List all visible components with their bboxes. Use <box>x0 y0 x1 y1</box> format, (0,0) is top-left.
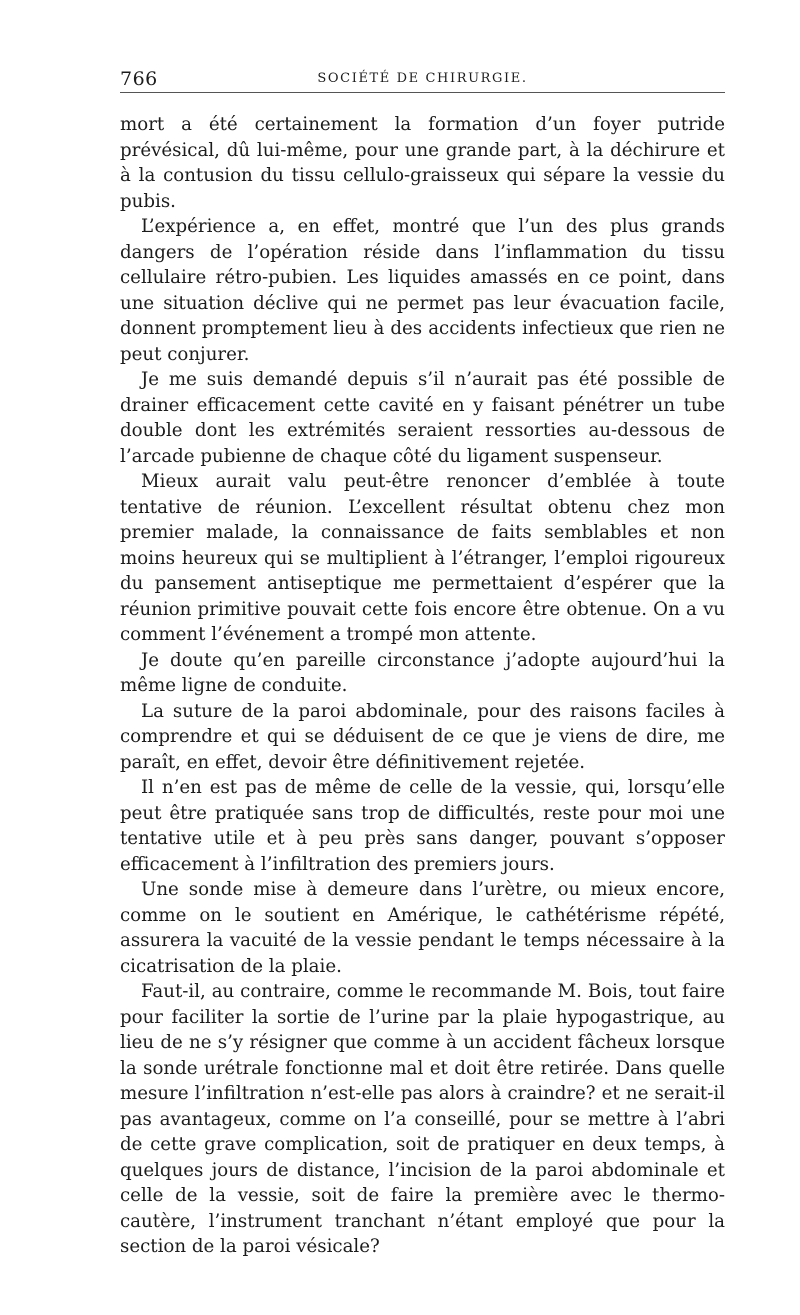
paragraph: Faut-il, au contraire, comme le recommande M. Bois, tout faire pour faciliter la sortie de l’urine par la plaie hypogastrique, au lieu de ne s’y résigner que comme à un accident fâcheux lorsque la sonde urétrale fonctionne mal et doit être retirée. Dans quelle mesure l’infiltration n’est-elle pas alors à craindre? et ne serait-il pas avantageux, comme on l’a conseillé, pour se mettre à l’abri de cette grave complication, soit de pratiquer en deux temps, à quelques jours de distance, l’incision de la paroi abdominale et celle de la vessie, soit de faire la première avec le thermo-cautère, l’instrument tranchant n’étant employé que pour la section de la paroi vésicale? <box>120 981 725 1257</box>
paragraph: Je me suis demandé depuis s’il n’aurait pas été possible de drainer efficacement cette cavité en y faisant pénétrer un tube double dont les extrémités seraient ressorties au-dessous de l’arcade pubienne de chaque côté du ligament suspenseur. <box>120 369 725 467</box>
paragraph: Une sonde mise à demeure dans l’urètre, ou mieux encore, comme on le soutient en Amérique, le cathétérisme répété, assurera la vacuité de la vessie pendant le temps nécessaire à la cicatrisation de la plaie. <box>120 879 725 977</box>
paragraph: La suture de la paroi abdominale, pour des raisons faciles à comprendre et qui se déduisent de ce que je viens de dire, me paraît, en effet, devoir être définitivement rejetée. <box>120 700 725 773</box>
book-page <box>120 60 725 1260</box>
paragraph: Mieux aurait valu peut-être renoncer d’emblée à toute tentative de réunion. L’excellent résultat obtenu chez mon premier malade, la connaissance de faits semblables et non moins heureux qui se multiplient à l’étranger, l’emploi rigoureux du pansement antiseptique me permettaient d’espérer que la réunion primitive pouvait cette fois encore être obtenue. On a vu comment l’événement a trompé mon attente. <box>120 471 725 645</box>
running-head: SOCIÉTÉ DE CHIRURGIE. <box>317 71 528 86</box>
paragraph: L’expérience a, en effet, montré que l’un des plus grands dangers de l’opération réside dans l’inflammation du tissu cellulaire rétro-pubien. Les liquides amassés en ce point, dans une situation déclive qui ne permet pas leur évacuation facile, donnent promptement lieu à des accidents infectieux que rien ne peut conjurer. <box>120 216 725 365</box>
paragraph: Je doute qu’en pareille circonstance j’adopte aujourd’hui la même ligne de conduite. <box>120 649 725 696</box>
page-number: 766 <box>120 68 158 90</box>
paragraph: Il n’en est pas de même de celle de la vessie, qui, lorsqu’elle peut être pratiquée sans trop de difficultés, reste pour moi une tentative utile et à peu près sans danger, pouvant s’opposer efficacement à l’infiltration des premiers jours. <box>120 777 725 875</box>
paragraph: mort a été certainement la formation d’un foyer putride prévésical, dû lui-même, pour une grande part, à la déchirure et à la contusion du tissu cellulo-graisseux qui sépare la vessie du pubis. <box>120 114 725 212</box>
page-header <box>120 60 725 93</box>
page-body <box>120 112 725 1260</box>
